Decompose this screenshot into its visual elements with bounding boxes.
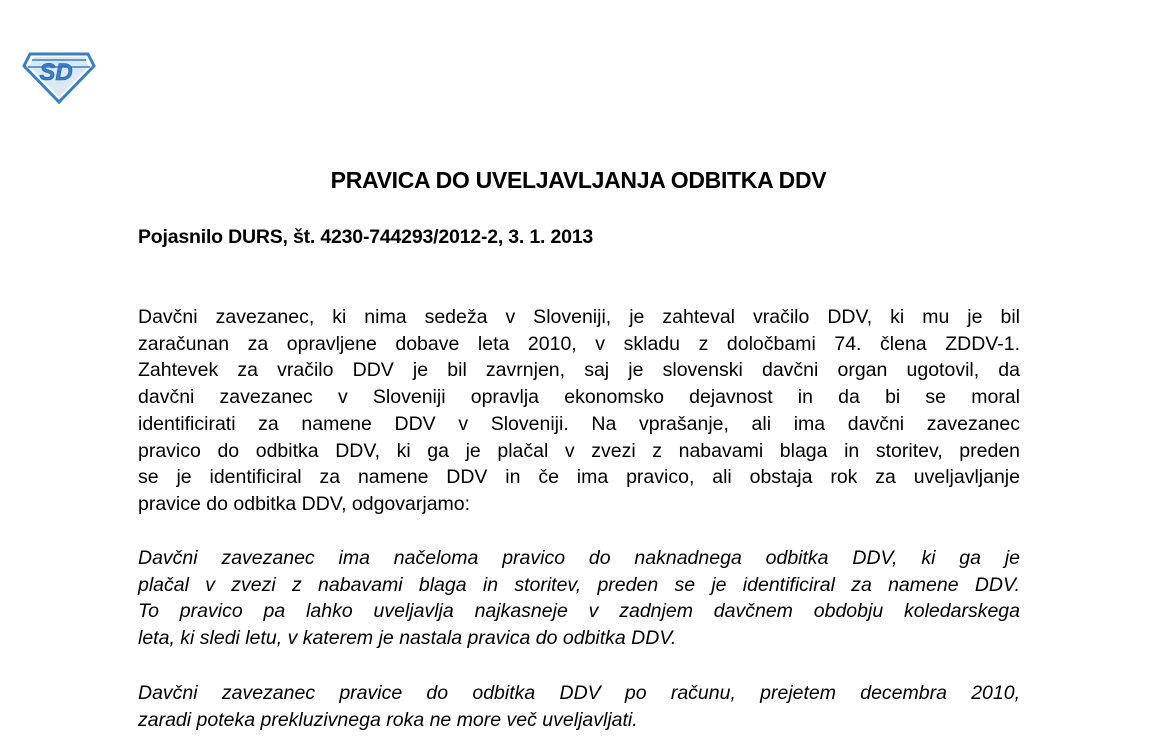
document-subtitle: Pojasnilo DURS, št. 4230-744293/2012-2, 3. 1. 2013	[138, 226, 594, 248]
paragraph-line: pravice do odbitka DDV, odgovarjamo:	[138, 492, 471, 515]
paragraph-line: plačal v zvezi z nabavami blaga in storitev, preden se je identificiral za namene DDV.	[138, 573, 1020, 596]
paragraph-question	[138, 304, 1020, 518]
paragraph-line: Davčni zavezanec pravice do odbitka DDV po računu, prejetem decembra 2010,	[138, 682, 1020, 704]
document-title: PRAVICA DO UVELJAVLJANJA ODBITKA DDV	[330, 167, 827, 193]
paragraph-line: pravico do odbitka DDV, ki ga je plačal v zvezi z nabavami blaga in storitev, preden	[138, 439, 1020, 462]
paragraph-line: zaradi poteka prekluzivnega roka ne more več uveljavljati.	[138, 708, 638, 731]
paragraph-line: se je identificiral za namene DDV in če ima pravico, ali obstaja rok za uveljavljanje	[138, 466, 1020, 489]
shield-logo-icon	[22, 50, 96, 104]
paragraph-line: davčni zavezanec v Sloveniji opravlja ekonomsko dejavnost in da bi se moral	[138, 386, 1020, 409]
paragraph-line: Zahtevek za vračilo DDV je bil zavrnjen, saj je slovenski davčni organ ugotovil, da	[138, 359, 1020, 382]
paragraph-line: Davčni zavezanec ima načeloma pravico do naknadnega odbitka DDV, ki ga je	[138, 547, 1020, 569]
logo-lettering: SD	[39, 59, 73, 86]
paragraph-line: To pravico pa lahko uveljavlja najkasneje v zadnjem davčnem obdobju koledarskega	[138, 600, 1020, 623]
paragraph-line: Davčni zavezanec, ki nima sedeža v Sloveniji, je zahteval vračilo DDV, ki mu je bil	[138, 306, 1020, 328]
paragraph-line: zaračunan za opravljene dobave leta 2010, v skladu z določbami 74. člena ZDDV-1.	[138, 332, 1020, 355]
paragraph-line: identificirati za namene DDV v Sloveniji. Na vprašanje, ali ima davčni zavezanec	[138, 412, 1020, 435]
paragraph-answer	[138, 545, 1020, 652]
paragraph-conclusion	[138, 680, 1020, 733]
paragraph-line: leta, ki sledi letu, v katerem je nastala pravica do odbitka DDV.	[138, 627, 677, 650]
